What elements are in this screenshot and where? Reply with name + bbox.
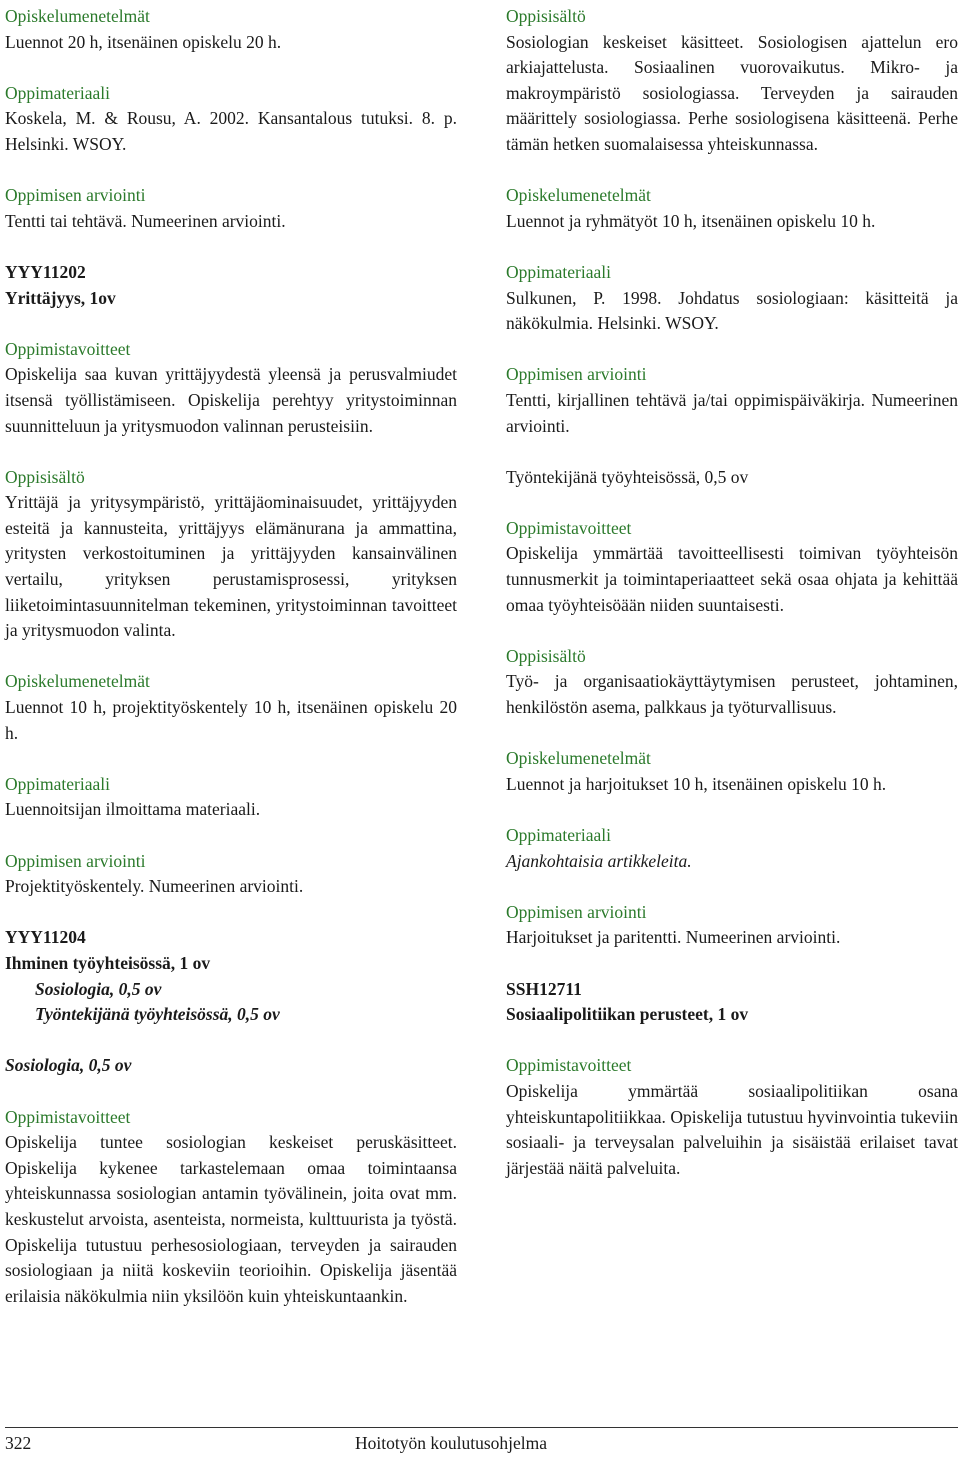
- page-number: 322: [5, 1433, 32, 1453]
- section-teaching-methods: [5, 4, 457, 55]
- section-text: Luennot 20 h, itsenäinen opiskelu 20 h.: [5, 31, 282, 52]
- section-label: Opiskelumenetelmät: [5, 671, 150, 692]
- section-label: Oppimisen arviointi: [506, 901, 647, 922]
- section-text: Luennot 10 h, projektityöskentely 10 h, itsenäinen opiskelu 20 h.: [5, 697, 457, 743]
- section-label: Oppimateriaali: [5, 773, 110, 794]
- course-heading: [506, 977, 958, 1028]
- section-assessment: [5, 183, 457, 234]
- section-label: Oppimisen arviointi: [5, 850, 146, 871]
- footer-divider: [5, 1427, 958, 1428]
- section-label: Oppimateriaali: [506, 825, 611, 845]
- section-label: Oppimistavoitteet: [506, 1055, 632, 1076]
- section-teaching-methods: [506, 183, 958, 234]
- section-label: Opiskelumenetelmät: [506, 748, 651, 769]
- subpart-heading: [5, 1053, 457, 1079]
- section-teaching-methods: [5, 669, 457, 746]
- section-label: Oppisisältö: [5, 466, 85, 487]
- section-label: Oppimateriaali: [506, 261, 611, 282]
- section-text: Ajankohtaisia artikkeleita.: [506, 850, 692, 871]
- right-column: [506, 4, 958, 1207]
- course-heading: [5, 925, 457, 1027]
- section-label: Opiskelumenetelmät: [506, 185, 651, 206]
- section-label: Oppimistavoitteet: [5, 338, 131, 359]
- section-text: Työ- ja organisaatiokäyttäytymisen perusteet, johtaminen, henkilöstön asema, palkkaus ja työturvallisuus.: [506, 671, 958, 718]
- course-code: YYY11204: [5, 927, 86, 948]
- section-materials: [506, 823, 958, 874]
- section-assessment: [5, 849, 457, 900]
- section-objectives: [5, 1105, 457, 1310]
- section-text: Projektityöskentely. Numeerinen arviointi.: [5, 876, 304, 897]
- course-heading: [5, 260, 457, 311]
- section-label: Oppimisen arviointi: [5, 185, 146, 206]
- course-subpart: Työntekijänä työyhteisössä, 0,5 ov: [35, 1004, 280, 1025]
- subpart-heading: [506, 465, 958, 491]
- course-code: YYY11202: [5, 261, 86, 282]
- running-title: Hoitotyön koulutusohjelma: [355, 1433, 548, 1453]
- subpart-title: Sosiologia, 0,5 ov: [5, 1055, 132, 1076]
- section-objectives: [506, 516, 958, 618]
- course-title: Sosiaalipolitiikan perusteet, 1 ov: [506, 1004, 749, 1025]
- section-text: Harjoitukset ja paritentti. Numeerinen arviointi.: [506, 927, 841, 948]
- section-text: Tentti tai tehtävä. Numeerinen arviointi.: [5, 210, 286, 231]
- section-label: Opiskelumenetelmät: [5, 6, 150, 26]
- section-label: Oppimateriaali: [5, 82, 110, 103]
- section-objectives: [506, 1053, 958, 1181]
- section-text: Tentti, kirjallinen tehtävä ja/tai oppimispäiväkirja. Numeerinen arviointi.: [506, 389, 958, 436]
- section-assessment: [506, 900, 958, 951]
- section-label: Oppisisältö: [506, 645, 586, 666]
- section-content: [506, 644, 958, 721]
- section-text: Luennot ja harjoitukset 10 h, itsenäinen opiskelu 10 h.: [506, 773, 887, 794]
- course-subpart: Sosiologia, 0,5 ov: [35, 978, 162, 999]
- section-content: [5, 465, 457, 644]
- section-label: Oppimistavoitteet: [5, 1106, 131, 1127]
- section-materials: [5, 772, 457, 823]
- section-label: Oppimistavoitteet: [506, 517, 632, 538]
- section-text: Sosiologian keskeiset käsitteet. Sosiologisen ajattelun ero arkiajattelusta. Sosiaalinen vuorovaikutus. Mikro- ja makroympäristö sosiologiassa. Terveyden ja sairauden määrittely sosiologiassa. Perhe sosiologisena käsitteenä. Perhe tämän hetken suomalaisessa yhteiskunnassa.: [506, 31, 958, 154]
- section-assessment: [506, 362, 958, 439]
- section-label: Oppimisen arviointi: [506, 364, 647, 385]
- section-text: Yrittäjä ja yritysympäristö, yrittäjäominaisuudet, yrittäjyyden esteitä ja kannusteita, yrittäjyys elämänurana ja ammattina, yritysten verkostoituminen ja yrittäjyyden kansainvälinen vertailu, yrityksen perustamisprosessi, yrityksen liiketoimintasuunnitelman tekeminen, yritystoiminnan tavoitteet ja yritysmuodon valinta.: [5, 492, 457, 641]
- section-text: Opiskelija saa kuvan yrittäjyydestä yleensä ja perusvalmiudet itsensä työllistämiseen. Opiskelija perehtyy yritystoiminnan suunnitteluun ja yritysmuodon valinnan perusteisiin.: [5, 364, 457, 436]
- section-materials: [506, 260, 958, 337]
- section-objectives: [5, 337, 457, 439]
- subpart-title: Työntekijänä työyhteisössä, 0,5 ov: [506, 466, 749, 487]
- section-text: Opiskelija ymmärtää sosiaalipolitiikan osana yhteiskuntapolitiikkaa. Opiskelija tutustuu hyvinvointia tukeviin sosiaali- ja terveysalan palveluihin ja sisäistää erilaiset tavat järjestää näitä palveluita.: [506, 1080, 958, 1178]
- section-text: Koskela, M. & Rousu, A. 2002. Kansantalous tutuksi. 8. p. Helsinki. WSOY.: [5, 108, 457, 154]
- course-code: SSH12711: [506, 978, 582, 999]
- section-text: Opiskelija ymmärtää tavoitteellisesti toimivan työyhteisön tunnusmerkit ja toimintaperiaatteet sekä osaa ohjata ja kehittää omaa työyhteisöään niiden suuntaisesti.: [506, 543, 958, 615]
- section-text: Sulkunen, P. 1998. Johdatus sosiologiaan: käsitteitä ja näkökulmia. Helsinki. WSOY.: [506, 287, 958, 334]
- section-text: Luennot ja ryhmätyöt 10 h, itsenäinen opiskelu 10 h.: [506, 210, 876, 231]
- section-text: Luennoitsijan ilmoittama materiaali.: [5, 799, 261, 820]
- section-materials: [5, 81, 457, 158]
- section-content: [506, 4, 958, 158]
- course-title: Yrittäjyys, 1ov: [5, 287, 116, 308]
- section-teaching-methods: [506, 746, 958, 797]
- course-title: Ihminen työyhteisössä, 1 ov: [5, 952, 211, 973]
- section-text: Opiskelija tuntee sosiologian keskeiset peruskäsitteet. Opiskelija kykenee tarkastelemaan omaa toimintaansa yhteiskunnassa sosiologian antamin työvälinein, joita ovat mm. keskustelut arvoista, asenteista, normeista, kulttuurista ja työstä. Opiskelija tutustuu perhesosiologiaan, terveyden ja sairauden sosiologiaan ja niitä koskeviin teorioihin. Opiskelija jäsentää erilaisia näkökulmia niin yksilöön kuin yhteiskuntaankin.: [5, 1132, 457, 1306]
- left-column: [5, 4, 457, 1335]
- section-label: Oppisisältö: [506, 6, 586, 26]
